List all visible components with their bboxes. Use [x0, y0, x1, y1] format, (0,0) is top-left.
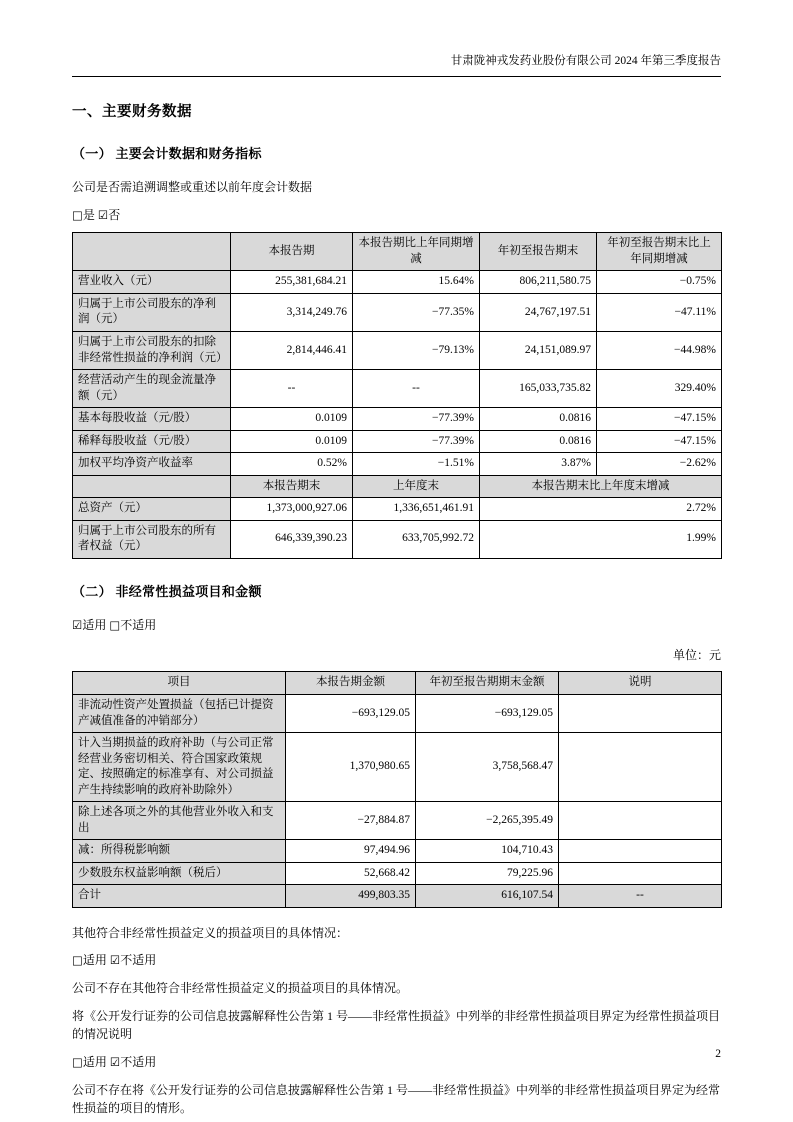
row-value-1: 499,803.35 [286, 885, 416, 908]
nr-col-head-3: 说明 [559, 672, 722, 695]
note2-applicable-checkbox[interactable]: □ [72, 1054, 83, 1069]
restate-no-checkbox[interactable]: ☑ [97, 207, 109, 222]
row-value-4: 329.40% [597, 370, 722, 408]
row-label: 加权平均净资产收益率 [73, 453, 231, 476]
table-row [73, 694, 722, 732]
table-row [73, 331, 722, 369]
header-divider [72, 76, 721, 77]
table-row [73, 498, 722, 521]
page-header [72, 52, 721, 68]
table-row [73, 862, 722, 885]
subcol-head-3: 本报告期末比上年度末增减 [480, 475, 722, 498]
row-label: 合计 [73, 885, 286, 908]
table-row [73, 885, 722, 908]
row-value-2: -- [353, 370, 480, 408]
table-header-row [73, 233, 722, 271]
note-4: 公司不存在将《公开发行证券的公司信息披露解释性公告第 1 号——非经常性损益》中列举的非经常性损益项目界定为经常性损益的项目的情形。 [72, 1082, 721, 1116]
table-row [73, 408, 722, 431]
subsection-heading-1: （一） 主要会计数据和财务指标 [72, 146, 262, 161]
row-value-3: 2.72% [480, 498, 722, 521]
row-value-2: 3,758,568.47 [416, 733, 559, 802]
row-value-3: 24,767,197.51 [480, 293, 597, 331]
row-value-1: −27,884.87 [286, 802, 416, 840]
note-1-choice-row [72, 951, 721, 970]
row-value-3 [559, 694, 722, 732]
col-head-2: 本报告期比上年同期增减 [353, 233, 480, 271]
row-value-3: -- [559, 885, 722, 908]
row-label: 归属于上市公司股东的扣除非经常性损益的净利润（元） [73, 331, 231, 369]
row-label: 营业收入（元） [73, 271, 231, 294]
row-value-1: 97,494.96 [286, 840, 416, 863]
nr-col-head-1: 本报告期金额 [286, 672, 416, 695]
table-row [73, 430, 722, 453]
main-financial-table [72, 232, 722, 558]
nonrecurring-na-label: 不适用 [120, 617, 157, 632]
note2-na-label: 不适用 [120, 1054, 157, 1069]
row-value-1: 255,381,684.21 [231, 271, 353, 294]
subcol-head-2: 上年度末 [353, 475, 480, 498]
row-value-3 [559, 862, 722, 885]
nr-col-head-2: 年初至报告期期末金额 [416, 672, 559, 695]
row-value-4: −47.15% [597, 408, 722, 431]
row-value-2: −693,129.05 [416, 694, 559, 732]
row-value-3: 165,033,735.82 [480, 370, 597, 408]
row-value-3 [559, 802, 722, 840]
row-value-1: −693,129.05 [286, 694, 416, 732]
restate-question: 公司是否需追溯调整或重述以前年度会计数据 [72, 180, 313, 194]
subcol-head-0 [73, 475, 231, 498]
note1-na-label: 不适用 [120, 953, 157, 968]
row-value-1: 0.52% [231, 453, 353, 476]
row-label: 归属于上市公司股东的所有者权益（元） [73, 520, 231, 558]
row-label: 非流动性资产处置损益（包括已计提资产减值准备的冲销部分） [73, 694, 286, 732]
row-value-4: −47.15% [597, 430, 722, 453]
note-2: 公司不存在其他符合非经常性损益定义的损益项目的具体情况。 [72, 981, 409, 996]
section-heading: 一、主要财务数据 [72, 104, 192, 120]
nonrecurring-applicable-row [72, 616, 721, 635]
row-value-2: 1,336,651,461.91 [353, 498, 480, 521]
note-1: 其他符合非经常性损益定义的损益项目的具体情况： [72, 925, 349, 940]
row-value-3: 0.0816 [480, 430, 597, 453]
col-head-1: 本报告期 [231, 233, 353, 271]
note1-applicable-label: 适用 [82, 953, 107, 968]
restate-yes-label: 是 [82, 207, 95, 222]
note2-na-checkbox[interactable]: ☑ [109, 1054, 121, 1069]
table-row [73, 733, 722, 802]
nonrecurring-table [72, 671, 722, 907]
subcol-head-1: 本报告期末 [231, 475, 353, 498]
note1-applicable-checkbox[interactable]: □ [72, 953, 83, 968]
note2-applicable-label: 适用 [82, 1054, 107, 1069]
row-value-2: 104,710.43 [416, 840, 559, 863]
row-value-1: 0.0109 [231, 430, 353, 453]
row-value-2: 616,107.54 [416, 885, 559, 908]
col-head-4: 年初至报告期末比上年同期增减 [597, 233, 722, 271]
restate-no-label: 否 [108, 207, 121, 222]
table-row [73, 370, 722, 408]
table-row [73, 840, 722, 863]
row-value-2: 79,225.96 [416, 862, 559, 885]
table-row [73, 520, 722, 558]
row-value-1: 1,373,000,927.06 [231, 498, 353, 521]
row-value-2: −77.39% [353, 430, 480, 453]
table-subheader-row [73, 475, 722, 498]
row-label: 总资产（元） [73, 498, 231, 521]
row-value-3: 1.99% [480, 520, 722, 558]
row-value-2: −77.35% [353, 293, 480, 331]
row-label: 计入当期损益的政府补助（与公司正常经营业务密切相关、符合国家政策规定、按照确定的标准享有、对公司损益产生持续影响的政府补助除外） [73, 733, 286, 802]
row-label: 减：所得税影响额 [73, 840, 286, 863]
row-value-2: −77.39% [353, 408, 480, 431]
row-value-2: −2,265,395.49 [416, 802, 559, 840]
row-value-4: −44.98% [597, 331, 722, 369]
row-label: 稀释每股收益（元/股） [73, 430, 231, 453]
row-value-3: 0.0816 [480, 408, 597, 431]
page-number: 2 [715, 1048, 721, 1060]
header-title: 甘肃陇神戎发药业股份有限公司 2024 年第三季度报告 [450, 55, 721, 67]
nonrecurring-applicable-label: 适用 [82, 617, 107, 632]
row-value-1: 646,339,390.23 [231, 520, 353, 558]
row-value-4: −0.75% [597, 271, 722, 294]
row-value-1: 1,370,980.65 [286, 733, 416, 802]
row-label: 经营活动产生的现金流量净额（元） [73, 370, 231, 408]
row-value-3 [559, 840, 722, 863]
row-value-3: 3.87% [480, 453, 597, 476]
note1-na-checkbox[interactable]: ☑ [109, 953, 121, 968]
nonrecurring-na-checkbox[interactable]: □ [109, 617, 121, 632]
row-value-2: −1.51% [353, 453, 480, 476]
row-value-2: 15.64% [353, 271, 480, 294]
restate-choice-row [72, 206, 721, 225]
row-value-3 [559, 733, 722, 802]
table-row [73, 293, 722, 331]
col-head-3: 年初至报告期末 [480, 233, 597, 271]
row-label: 少数股东权益影响额（税后） [73, 862, 286, 885]
row-label: 基本每股收益（元/股） [73, 408, 231, 431]
row-value-1: -- [231, 370, 353, 408]
table-header-row [73, 672, 722, 695]
row-value-3: 806,211,580.75 [480, 271, 597, 294]
unit-label: 单位：元 [672, 648, 721, 663]
row-value-1: 52,668.42 [286, 862, 416, 885]
row-label: 归属于上市公司股东的净利润（元） [73, 293, 231, 331]
nr-col-head-0: 项目 [73, 672, 286, 695]
page-content [72, 92, 721, 1118]
restate-yes-checkbox[interactable]: □ [72, 207, 83, 222]
row-value-1: 3,314,249.76 [231, 293, 353, 331]
row-value-1: 0.0109 [231, 408, 353, 431]
nonrecurring-applicable-checkbox[interactable]: ☑ [72, 617, 83, 632]
row-value-2: −79.13% [353, 331, 480, 369]
table-row [73, 271, 722, 294]
note-3: 将《公开发行证券的公司信息披露解释性公告第 1 号——非经常性损益》中列举的非经常性损益项目界定为经常性损益项目的情况说明 [72, 1008, 721, 1042]
row-value-2: 633,705,992.72 [353, 520, 480, 558]
row-label: 除上述各项之外的其他营业外收入和支出 [73, 802, 286, 840]
row-value-3: 24,151,089.97 [480, 331, 597, 369]
table-row [73, 802, 722, 840]
row-value-4: −2.62% [597, 453, 722, 476]
row-value-4: −47.11% [597, 293, 722, 331]
subsection-heading-2: （二） 非经常性损益项目和金额 [72, 583, 262, 599]
col-head-0 [73, 233, 231, 271]
table-row [73, 453, 722, 476]
row-value-1: 2,814,446.41 [231, 331, 353, 369]
